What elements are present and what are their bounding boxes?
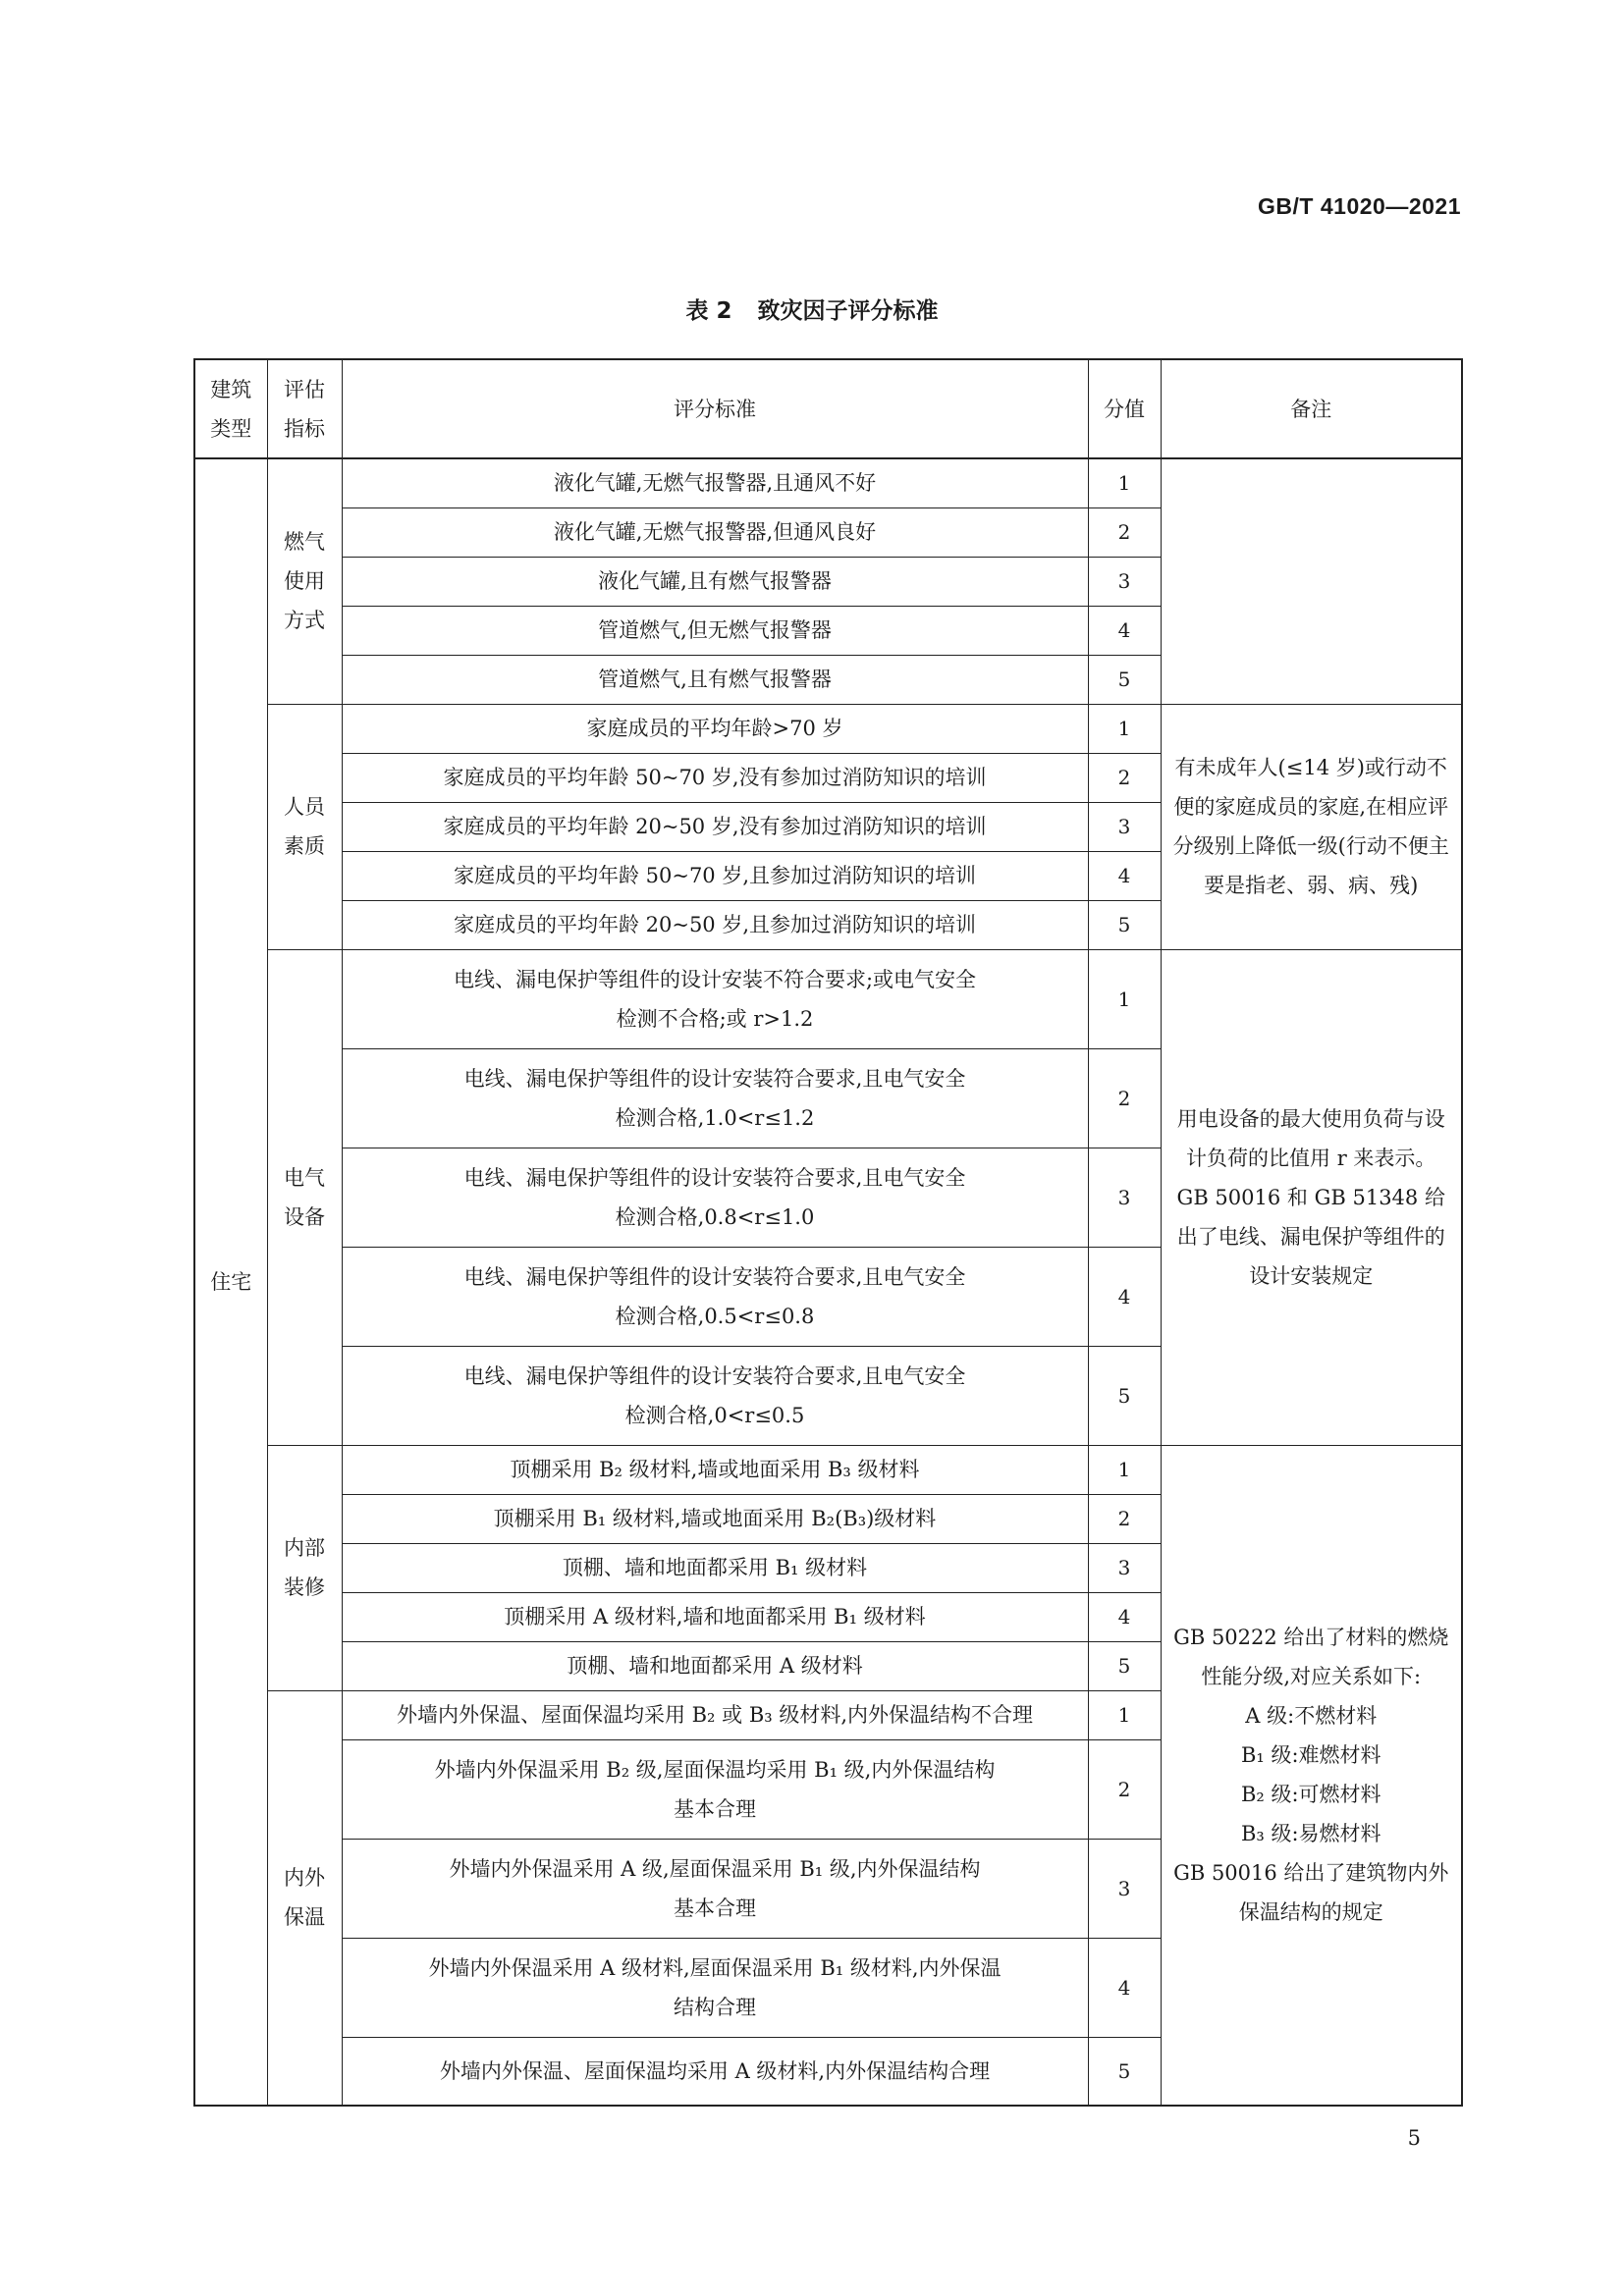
criteria-cell: 外墙内外保温采用 A 级,屋面保温采用 B₁ 级,内外保温结构 基本合理: [342, 1839, 1088, 1938]
indicator-cell: 内部 装修: [267, 1445, 342, 1690]
criteria-cell: 家庭成员的平均年龄 50~70 岁,没有参加过消防知识的培训: [342, 753, 1088, 802]
score-cell: 1: [1088, 704, 1161, 753]
score-cell: 2: [1088, 1739, 1161, 1839]
table-row: [194, 458, 1462, 507]
score-cell: 2: [1088, 507, 1161, 557]
score-cell: 3: [1088, 1543, 1161, 1592]
criteria-cell: 电线、漏电保护等组件的设计安装符合要求,且电气安全 检测合格,0.5<r≤0.8: [342, 1247, 1088, 1346]
score-cell: 2: [1088, 1048, 1161, 1148]
note-cell: [1161, 458, 1462, 704]
building-type-cell: 住宅: [194, 458, 267, 2106]
criteria-cell: 液化气罐,无燃气报警器,且通风不好: [342, 458, 1088, 507]
criteria-cell: 液化气罐,且有燃气报警器: [342, 557, 1088, 606]
criteria-cell: 家庭成员的平均年龄 20~50 岁,且参加过消防知识的培训: [342, 900, 1088, 949]
score-cell: 3: [1088, 1148, 1161, 1247]
criteria-cell: 管道燃气,且有燃气报警器: [342, 655, 1088, 704]
score-cell: 1: [1088, 949, 1161, 1048]
score-cell: 5: [1088, 655, 1161, 704]
criteria-cell: 电线、漏电保护等组件的设计安装符合要求,且电气安全 检测合格,0<r≤0.5: [342, 1346, 1088, 1445]
shared-note-cell: GB 50222 给出了材料的燃烧性能分级,对应关系如下: A 级:不燃材料 B₁ 级:难燃材料 B₂ 级:可燃材料 B₃ 级:易燃材料 GB 50016 给出了建筑物内外保温结构的规定: [1161, 1445, 1462, 2106]
criteria-cell: 顶棚采用 B₁ 级材料,墙或地面采用 B₂(B₃)级材料: [342, 1494, 1088, 1543]
indicator-cell: 内外 保温: [267, 1690, 342, 2106]
document-id: GB/T 41020—2021: [1258, 193, 1461, 219]
score-cell: 3: [1088, 1839, 1161, 1938]
criteria-cell: 电线、漏电保护等组件的设计安装符合要求,且电气安全 检测合格,0.8<r≤1.0: [342, 1148, 1088, 1247]
criteria-cell: 顶棚、墙和地面都采用 B₁ 级材料: [342, 1543, 1088, 1592]
note-cell: 用电设备的最大使用负荷与设计负荷的比值用 r 来表示。GB 50016 和 GB 51348 给出了电线、漏电保护等组件的设计安装规定: [1161, 949, 1462, 1445]
table-caption-title: 致灾因子评分标准: [757, 298, 939, 324]
col-header-criteria: 评分标准: [342, 359, 1088, 458]
score-cell: 1: [1088, 458, 1161, 507]
col-header-indicator: 评估 指标: [267, 359, 342, 458]
table-row: [194, 949, 1462, 1048]
criteria-cell: 外墙内外保温采用 A 级材料,屋面保温采用 B₁ 级材料,内外保温 结构合理: [342, 1938, 1088, 2037]
table-caption: [0, 293, 1624, 325]
scoring-table: [193, 358, 1463, 2107]
table-caption-number: 表 2: [685, 298, 732, 324]
criteria-cell: 顶棚采用 A 级材料,墙和地面都采用 B₁ 级材料: [342, 1592, 1088, 1641]
criteria-cell: 液化气罐,无燃气报警器,但通风良好: [342, 507, 1088, 557]
score-cell: 2: [1088, 1494, 1161, 1543]
criteria-cell: 顶棚采用 B₂ 级材料,墙或地面采用 B₃ 级材料: [342, 1445, 1088, 1494]
criteria-cell: 电线、漏电保护等组件的设计安装不符合要求;或电气安全 检测不合格;或 r>1.2: [342, 949, 1088, 1048]
criteria-cell: 外墙内外保温、屋面保温均采用 B₂ 或 B₃ 级材料,内外保温结构不合理: [342, 1690, 1088, 1739]
criteria-cell: 家庭成员的平均年龄 50~70 岁,且参加过消防知识的培训: [342, 851, 1088, 900]
table-row: [194, 1445, 1462, 1494]
score-cell: 5: [1088, 1346, 1161, 1445]
indicator-cell: 电气 设备: [267, 949, 342, 1445]
col-header-note: 备注: [1161, 359, 1462, 458]
criteria-cell: 外墙内外保温、屋面保温均采用 A 级材料,内外保温结构合理: [342, 2037, 1088, 2106]
criteria-cell: 顶棚、墙和地面都采用 A 级材料: [342, 1641, 1088, 1690]
score-cell: 4: [1088, 1247, 1161, 1346]
score-cell: 5: [1088, 1641, 1161, 1690]
score-cell: 4: [1088, 851, 1161, 900]
criteria-cell: 家庭成员的平均年龄>70 岁: [342, 704, 1088, 753]
page-number: 5: [1407, 2126, 1421, 2150]
note-cell: 有未成年人(≤14 岁)或行动不便的家庭成员的家庭,在相应评分级别上降低一级(行动不便主要是指老、弱、病、残): [1161, 704, 1462, 949]
col-header-building-type: 建筑 类型: [194, 359, 267, 458]
criteria-cell: 电线、漏电保护等组件的设计安装符合要求,且电气安全 检测合格,1.0<r≤1.2: [342, 1048, 1088, 1148]
col-header-score: 分值: [1088, 359, 1161, 458]
score-cell: 5: [1088, 900, 1161, 949]
score-cell: 4: [1088, 606, 1161, 655]
criteria-cell: 管道燃气,但无燃气报警器: [342, 606, 1088, 655]
score-cell: 4: [1088, 1592, 1161, 1641]
score-cell: 3: [1088, 557, 1161, 606]
score-cell: 1: [1088, 1690, 1161, 1739]
score-cell: 1: [1088, 1445, 1161, 1494]
score-cell: 2: [1088, 753, 1161, 802]
criteria-cell: 外墙内外保温采用 B₂ 级,屋面保温均采用 B₁ 级,内外保温结构 基本合理: [342, 1739, 1088, 1839]
score-cell: 3: [1088, 802, 1161, 851]
indicator-cell: 人员 素质: [267, 704, 342, 949]
table-row: [194, 704, 1462, 753]
score-cell: 5: [1088, 2037, 1161, 2106]
criteria-cell: 家庭成员的平均年龄 20~50 岁,没有参加过消防知识的培训: [342, 802, 1088, 851]
indicator-cell: 燃气 使用 方式: [267, 458, 342, 704]
score-cell: 4: [1088, 1938, 1161, 2037]
